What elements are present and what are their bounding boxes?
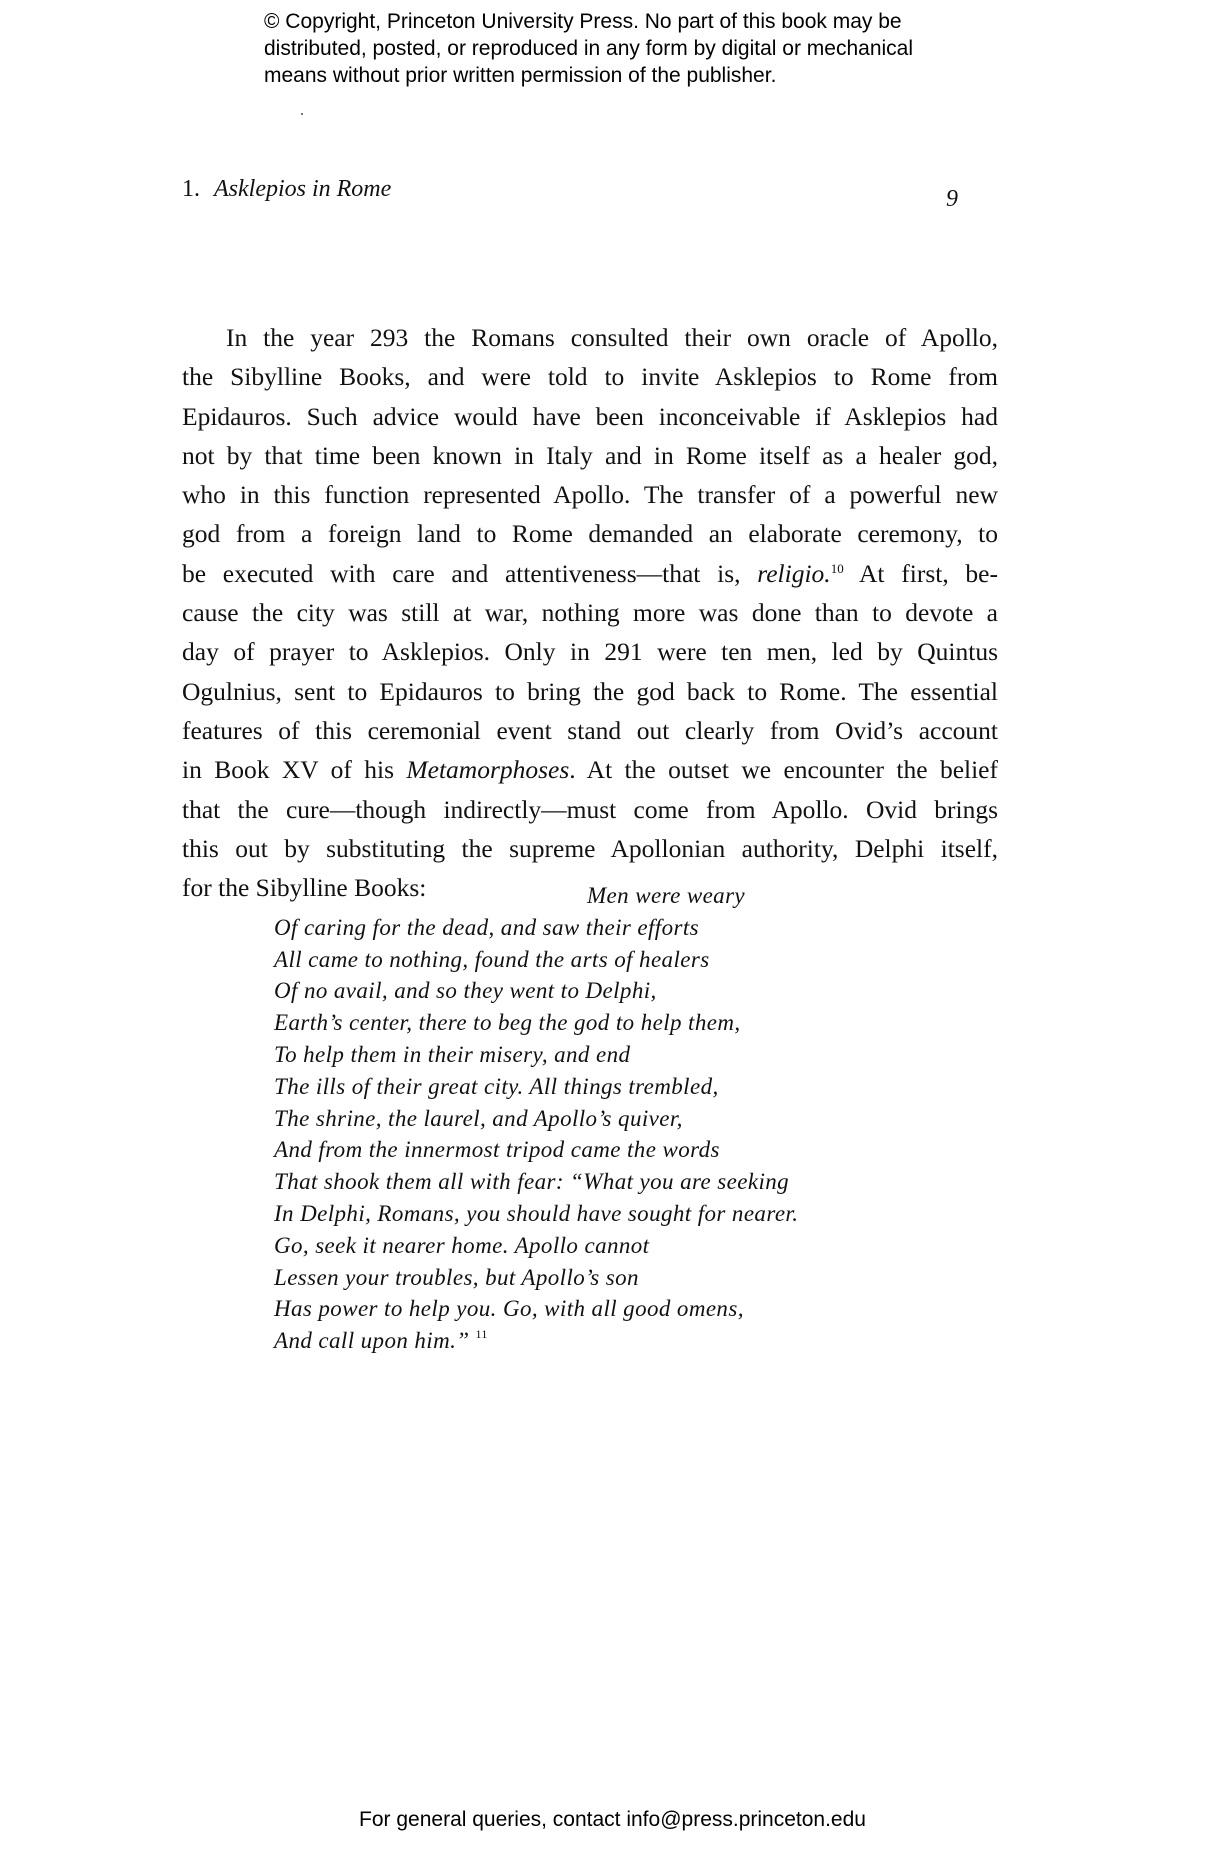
footer-contact: For general queries, contact info@press.princeton.edu (359, 1808, 866, 1831)
verse-line-text: And call upon him.” (274, 1328, 470, 1354)
paragraph-line: who in this function represented Apollo. The transfer of a powerful new (182, 480, 998, 510)
verse-line: Has power to help you. Go, with all good omens, (274, 1296, 744, 1322)
paragraph-line: day of prayer to Asklepios. Only in 291 were ten men, led by Quintus (182, 637, 998, 667)
italic-title: Metamorphoses (406, 755, 570, 785)
copyright-line: © Copyright, Princeton University Press. No part of this book may be (264, 10, 902, 33)
footnote-ref: 10 (830, 560, 844, 576)
verse-line: In Delphi, Romans, you should have sought for nearer. (274, 1200, 799, 1226)
verse-line: The ills of their great city. All things trembled, (274, 1073, 719, 1099)
verse-line: All came to nothing, found the arts of healers (274, 946, 710, 972)
verse-line: Go, seek it nearer home. Apollo cannot (274, 1232, 650, 1258)
paragraph-line: cause the city was still at war, nothing more was done than to devote a (182, 598, 998, 628)
verse-line: And from the innermost tripod came the words (274, 1137, 720, 1163)
copyright-line: distributed, posted, or reproduced in any form by digital or mechanical (264, 37, 914, 60)
verse-line: Earth’s center, there to beg the god to help them, (274, 1010, 741, 1036)
verse-line: Of no avail, and so they went to Delphi, (274, 978, 657, 1004)
footnote-ref: 11 (475, 1327, 488, 1342)
paragraph-line: In the year 293 the Romans consulted their own oracle of Apollo, (226, 323, 998, 352)
paragraph-line: features of this ceremonial event stand out clearly from Ovid’s account (182, 715, 998, 745)
paragraph-line: Ogulnius, sent to Epidauros to bring the god back to Rome. The essential (182, 676, 998, 706)
chapter-title: Asklepios in Rome (214, 176, 392, 202)
copyright-notice (264, 8, 1024, 89)
paragraph-line: this out by substituting the supreme Apollonian authority, Delphi itself, (182, 833, 998, 863)
paragraph-line: Epidauros. Such advice would have been inconceivable if Asklepios had (182, 401, 998, 431)
paragraph-line: god from a foreign land to Rome demanded an elaborate ceremony, to (182, 519, 998, 549)
body-paragraph (182, 318, 1002, 907)
verse-line: The shrine, the laurel, and Apollo’s quiver, (274, 1105, 683, 1131)
verse-line: Men were weary (587, 883, 746, 908)
verse-line: Of caring for the dead, and saw their efforts (274, 914, 699, 940)
paragraph-line (182, 554, 998, 593)
paragraph-line: not by that time been known in Italy and in Rome itself as a healer god, (182, 440, 998, 470)
paragraph-line: that the cure—though indirectly—must come from Apollo. Ovid brings (182, 794, 998, 824)
copyright-line: means without prior written permission of the publisher. (264, 64, 777, 87)
paragraph-line (182, 750, 998, 789)
running-head (182, 176, 982, 212)
chapter-number: 1. (182, 176, 200, 202)
verse-line: To help them in their misery, and end (274, 1041, 631, 1067)
italic-term: religio. (757, 558, 831, 588)
paragraph-line: for the Sibylline Books: (182, 873, 427, 903)
verse-line: That shook them all with fear: “What you are seeking (274, 1169, 790, 1195)
line-text: At first, be- (843, 558, 998, 588)
line-text: . At the outset we encounter the belief (569, 755, 998, 785)
verse-quotation (274, 880, 974, 1357)
scan-speck (301, 113, 303, 115)
verse-line: Lessen your troubles, but Apollo’s son (274, 1264, 639, 1290)
line-text: be executed with care and attentiveness—that is, (182, 558, 758, 588)
page-number: 9 (946, 186, 958, 212)
paragraph-line: the Sibylline Books, and were told to invite Asklepios to Rome from (182, 362, 998, 392)
line-text: in Book XV of his (182, 755, 407, 785)
verse-line (274, 1325, 974, 1357)
